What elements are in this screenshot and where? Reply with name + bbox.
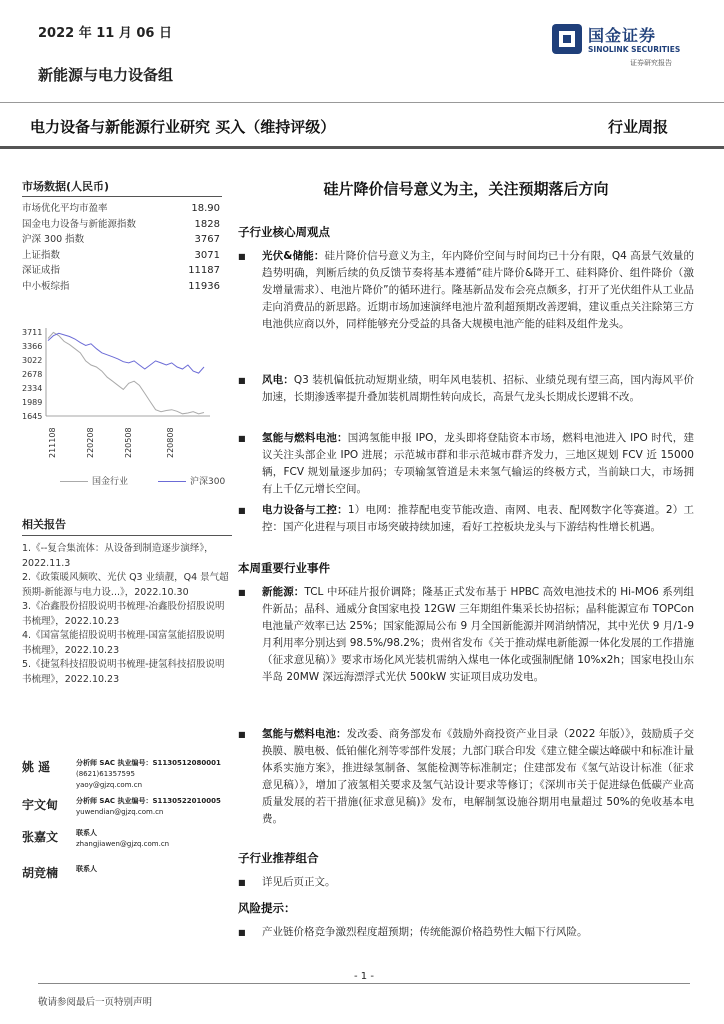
page-number: - 1 - [354, 971, 374, 982]
bullet-body: Q3 装机偏低抗动短期业绩，明年风电装机、招标、业绩兑现有望三高，国内海风平价加速，长期渗透率提升叠加装机周期性转向成长，高景气龙头长期成长逻辑不改。 [262, 374, 695, 403]
market-data-value: 1828 [194, 218, 220, 230]
market-data-value: 11187 [188, 265, 220, 276]
series-line-1 [48, 333, 204, 373]
bullet-body: 详见后页正文。 [262, 876, 336, 888]
legend-industry-label: 国金行业 [92, 477, 129, 487]
bullet-icon: ■ [238, 588, 246, 597]
analyst-role: 联系人 [76, 865, 97, 873]
analyst-email: yaoy@gjzq.com.cn [76, 781, 143, 789]
section-heading: 本周重要行业事件 [238, 561, 330, 575]
sinolink-logo-icon [552, 24, 582, 54]
footer-divider [38, 983, 690, 984]
related-reports [22, 516, 232, 687]
analyst-email: zhangjiawen@gjzq.com.cn [76, 840, 170, 848]
report-title: 电力设备与新能源行业研究 买入（维持评级） [30, 118, 336, 136]
main-content [238, 168, 694, 958]
analyst-phone: (8621)61357595 [76, 770, 135, 778]
related-report-item: 1.《--复合集流体：从设备到制造逐步演绎》，2022.11.3 [22, 543, 214, 569]
bullet-head: 电力设备与工控： [262, 504, 348, 516]
index-line-chart [20, 320, 216, 490]
analyst-name: 姚 遥 [22, 760, 51, 774]
section-heading: 子行业核心周观点 [238, 225, 330, 239]
market-data-value: 3071 [194, 249, 220, 261]
market-data-row [22, 201, 222, 217]
bullet-icon: ■ [238, 928, 246, 937]
analyst-info [76, 864, 97, 875]
header-divider-top [0, 102, 724, 103]
bullet-body: TCL 中环硅片报价调降；隆基正式发布基于 HPBC 高效电池技术的 Hi-MO6 系列组件新品；晶科、通威分食国家电投 12GW 三年期组件集采长协招标；晶科能源宣布 TOPCon 电池量产效率已达 25%；国家能源局公布 9 月全国新能源并网消纳情况，其中光伏 9 月/1-9 月利用率分别达到 98.5%/98.2%；贵州省发布《关于推动煤电新能源一体化发展的工作措施（征求意见稿）》要求市场化风光装机需纳入煤电一体化或强制配储 10%x2h；国家电投山东半岛 20MW 深远海漂浮式光伏 500kW 实证项目成功发电。 [262, 586, 694, 683]
company-logo [552, 20, 692, 68]
market-data-label: 深证成指 [22, 265, 61, 276]
bullet-body: 产业链价格竞争激烈程度超预期；传统能源价格趋势性大幅下行风险。 [262, 926, 588, 938]
analyst-role: 分析师 SAC 执业编号：S1130512080001 [76, 759, 221, 767]
related-report-item: 5.《捷氢科技招股说明书梳理-捷氢科技招股说明书梳理》，2022.10.23 [22, 659, 225, 685]
analyst-name: 张嘉文 [22, 830, 59, 844]
related-report-item: 4.《国富氢能招股说明书梳理-国富氢能招股说明书梳理》，2022.10.23 [22, 630, 225, 656]
bullet-head: 氢能与燃料电池： [262, 728, 347, 740]
section-heading: 子行业推荐组合 [238, 851, 319, 865]
logo-cn-text: 国金证券 [588, 26, 657, 45]
bullet-item [238, 924, 694, 941]
bullet-icon: ■ [238, 878, 246, 887]
section-heading: 风险提示： [238, 901, 296, 915]
y-tick-label: 1989 [22, 398, 43, 408]
related-report-item: 3.《冶鑫股份招股说明书梳理-冶鑫股份招股说明书梳理》，2022.10.23 [22, 601, 225, 627]
bullet-item [238, 248, 694, 333]
x-tick-label: 220208 [86, 427, 95, 458]
analyst-info [76, 828, 169, 850]
logo-subtitle: 证券研究报告 [630, 59, 672, 67]
related-report-item: 2.《政策暖风频吹、光伏 Q3 业绩靓，Q4 景气超预期-新能源与电力设...》，2022.10.30 [22, 572, 229, 598]
x-tick-label: 211108 [48, 427, 57, 458]
analyst-role: 分析师 SAC 执业编号：S1130522010005 [76, 797, 221, 805]
research-group: 新能源与电力设备组 [38, 66, 174, 84]
bullet-item [238, 502, 694, 536]
bullet-icon: ■ [238, 252, 246, 261]
y-tick-label: 2678 [22, 370, 43, 379]
bullet-body: 发改委、商务部发布《鼓励外商投资产业目录（2022 年版）》，鼓励质子交换膜、膜电极、低铂催化剂等零部件发展；九部门联合印发《建立健全碳达峰碳中和标准计量体系实施方案》，推进绿氢制备、氢能检测等标准制定；住建部发布《氢气站设计标准（征求意见稿）》，增加了液氢相关要求及氢气站设计要求等修订；《深圳市关于促进绿色低碳产业高质量发展的若干措施(征求意见稿)》发布，电解制氢设施谷期用电量超过 50%的免收基本电费。 [262, 728, 695, 825]
y-tick-label: 3022 [22, 356, 43, 366]
market-data-row [22, 248, 222, 264]
bullet-item [238, 372, 694, 406]
chart-legend [60, 474, 225, 487]
bullet-item [238, 726, 694, 828]
y-tick-label: 2334 [22, 383, 43, 393]
analyst-email: yuwendian@gjzq.com.cn [76, 808, 164, 816]
market-data-label: 上证指数 [22, 249, 61, 261]
bullet-head: 风电： [262, 374, 294, 386]
market-data-label: 中小板综指 [22, 280, 70, 292]
market-data-value: 18.90 [191, 203, 220, 214]
market-data-row [22, 279, 222, 295]
market-data-row [22, 263, 222, 279]
y-tick-label: 1645 [22, 412, 43, 421]
x-tick-label: 220808 [166, 427, 175, 458]
x-tick-label: 220508 [124, 427, 133, 458]
legend-hs300-label: 沪深300 [190, 477, 226, 487]
y-tick-label: 3366 [22, 342, 43, 352]
market-data-heading: 市场数据(人民币) [22, 178, 222, 197]
bullet-icon: ■ [238, 506, 246, 515]
logo-en-text: SINOLINK SECURITIES [588, 45, 681, 54]
bullet-body: 1）电网：推荐配电变节能改造、南网、电表、配网数字化等赛道。2）工控：国产化进程与项目市场突破持续加速，看好工控板块龙头与下游结构性增长机遇。 [262, 504, 694, 533]
bullet-icon: ■ [238, 730, 246, 739]
bullet-head: 新能源： [262, 586, 305, 598]
bullet-head: 光伏&储能： [262, 250, 325, 262]
series-line-0 [48, 332, 204, 413]
header-divider-bottom [0, 146, 724, 149]
market-data-value: 11936 [188, 280, 220, 292]
legend-item-industry [60, 474, 128, 487]
related-heading: 相关报告 [22, 516, 232, 536]
bullet-body: 硅片降价信号意义为主，年内降价空间与时间均已十分有限，Q4 高景气效量的趋势明确，判断后续的负反馈节奏将基本遵循“硅片降价&降开工、硅料降价、组件降价（激发增量需求）、电池片降价”的循环进行。隆基新品发布会亮点颇多，打开了光伏组件从工业品走向消费品的新思路。近期市场加速演绎电池片盈利超预期改善逻辑，建议重点关注除第三方电池供应商以外，同样能够充分受益的具备大规模电池产能的硅料及组件龙头。 [262, 250, 694, 330]
bullet-item [238, 430, 694, 498]
analyst-info [76, 758, 221, 791]
market-data-label: 沪深 300 指数 [22, 234, 85, 245]
report-type: 行业周报 [608, 118, 669, 136]
legend-item-hs300 [158, 474, 225, 487]
bullet-icon: ■ [238, 434, 246, 443]
bullet-item [238, 584, 694, 686]
market-data-row [22, 217, 222, 233]
bullet-item [238, 874, 694, 891]
bullet-body: 国鸿氢能申报 IPO，龙头即将登陆资本市场，燃料电池进入 IPO 时代，建议关注头部企业 IPO 进展；示范城市群和非示范城市群齐发力，三地区规划 FCV 近 15000 辆，FCV 规划量逐步加码；专项输氢管道是未来氢气输运的终极方式，当前缺口大，市场拥有上千亿元增长空间。 [262, 432, 694, 495]
report-date: 2022 年 11 月 06 日 [38, 26, 172, 41]
main-title: 硅片降价信号意义为主，关注预期落后方向 [323, 180, 609, 198]
market-data-label: 市场优化平均市盈率 [22, 203, 108, 214]
analyst-role: 联系人 [76, 829, 97, 837]
market-data-label: 国金电力设备与新能源指数 [22, 218, 137, 230]
bullet-head: 氢能与燃料电池： [262, 432, 348, 444]
analyst-name: 胡竞楠 [22, 866, 59, 880]
market-data-row [22, 232, 222, 248]
y-tick-label: 3711 [22, 328, 43, 337]
analyst-name: 宇文甸 [22, 798, 59, 812]
footer-disclaimer: 敬请参阅最后一页特别声明 [38, 997, 153, 1008]
analyst-info [76, 796, 221, 818]
bullet-icon: ■ [238, 376, 246, 385]
market-data-panel [22, 178, 222, 294]
market-data-value: 3767 [194, 234, 220, 245]
